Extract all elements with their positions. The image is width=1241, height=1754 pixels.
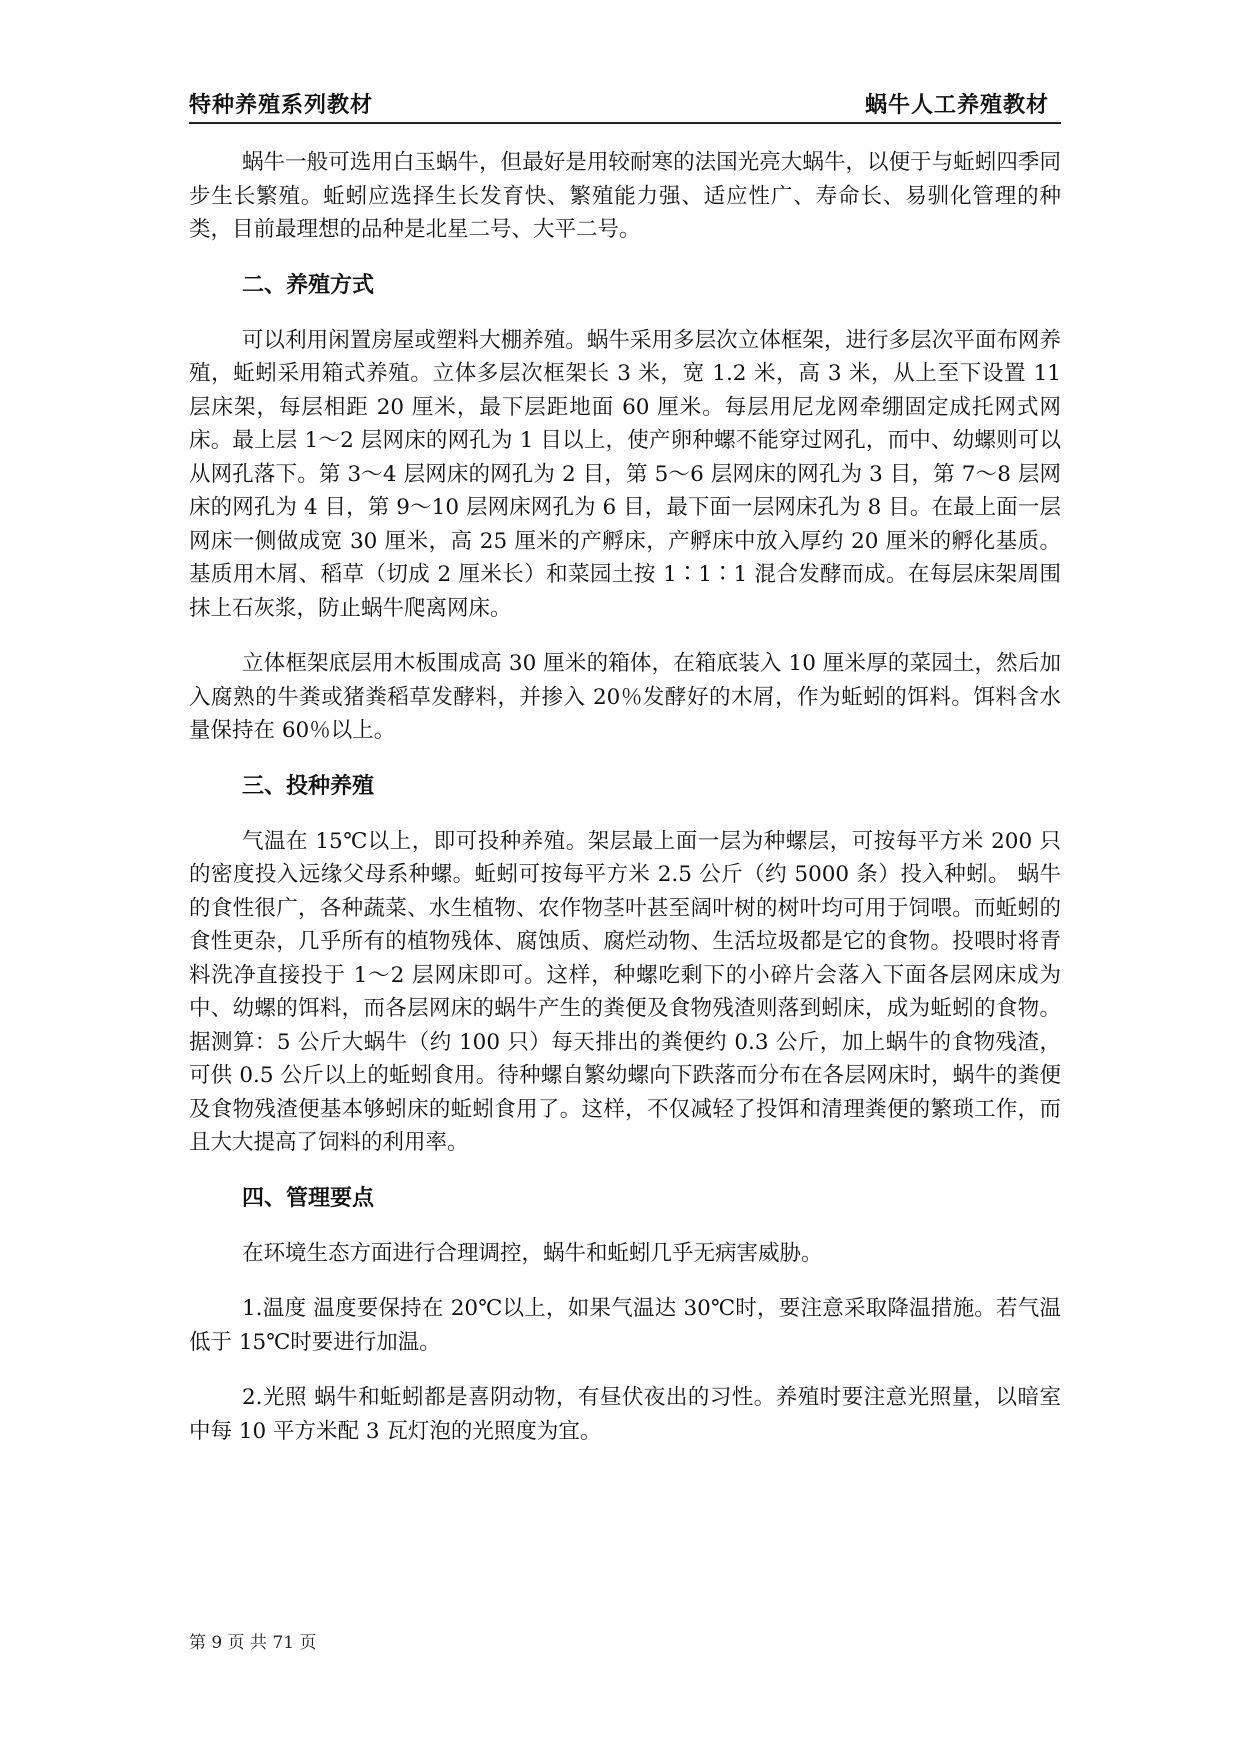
header-series-title: 特种养殖系列教材	[189, 93, 374, 118]
paragraph-species-selection: 蜗牛一般可选用白玉蜗牛，但最好是用较耐寒的法国光亮大蜗牛，以便于与蚯蚓四季同步生长繁殖。蚯蚓应选择生长发育快、繁殖能力强、适应性广、寿命长、易驯化管理的种类，目前最理想的品种是北星二号、大平二号。	[189, 150, 1061, 242]
paragraph-temperature: 1.温度 温度要保持在 20℃以上，如果气温达 30℃时，要注意采取降温措施。若气温低于 15℃时要进行加温。	[189, 1296, 1061, 1355]
paragraph-stocking: 气温在 15℃以上，即可投种养殖。架层最上面一层为种螺层，可按每平方米 200 只的密度投入远缘父母系种螺。蚯蚓可按每平方米 2.5 公斤（约 5000 条）投入种蚓。 蜗牛的食性很广，各种蔬菜、水生植物、农作物茎叶甚至阔叶树的树叶均可用于饲喂。而蚯蚓的食性更杂，几乎所有的植物残体、腐蚀质、腐烂动物、生活垃圾都是它的食物。投喂时将青料洗净直接投于 1～2 层网床即可。这样，种螺吃剩下的小碎片会落入下面各层网床成为中、幼螺的饵料，而各层网床的蜗牛产生的粪便及食物残渣则落到蚓床，成为蚯蚓的食物。据测算：5 公斤大蜗牛（约 100 只）每天排出的粪便约 0.3 公斤，加上蜗牛的食物残渣，可供 0.5 公斤以上的蚯蚓食用。待种螺自繁幼螺向下跌落而分布在各层网床时，蜗牛的粪便及食物残渣便基本够蚓床的蚯蚓食用了。这样，不仅减轻了投饵和清理粪便的繁琐工作，而且大大提高了饲料的利用率。	[189, 828, 1061, 1155]
page-number: 第 9 页 共 71 页	[189, 1633, 317, 1653]
section-heading-stocking: 三、投种养殖	[242, 773, 375, 799]
paragraph-lighting: 2.光照 蜗牛和蚯蚓都是喜阴动物，有昼伏夜出的习性。养殖时要注意光照量，以暗室中每 10 平方米配 3 瓦灯泡的光照度为宜。	[189, 1385, 1061, 1444]
page-header	[189, 86, 1061, 124]
page-body	[189, 146, 1061, 1470]
paragraph-breeding-frame: 可以利用闲置房屋或塑料大棚养殖。蜗牛采用多层次立体框架，进行多层次平面布网养殖，蚯蚓采用箱式养殖。立体多层次框架长 3 米，宽 1.2 米，高 3 米，从上至下设置 11 层床架，每层相距 20 厘米，最下层距地面 60 厘米。每层用尼龙网牵绷固定成托网式网床。最上层 1～2 层网床的网孔为 1 目以上，使产卵种螺不能穿过网孔，而中、幼螺则可以从网孔落下。第 3～4 层网床的网孔为 2 目，第 5～6 层网床的网孔为 3 目，第 7～8 层网床的网孔为 4 目，第 9～10 层网床网孔为 6 目，最下面一层网床孔为 8 目。在最上面一层网床一侧做成宽 30 厘米，高 25 厘米的产孵床，产孵床中放入厚约 20 厘米的孵化基质。基质用木屑、稻草（切成 2 厘米长）和菜园土按 1∶1∶1 混合发酵而成。在每层床架周围抹上石灰浆，防止蜗牛爬离网床。	[189, 327, 1061, 621]
header-book-title: 蜗牛人工养殖教材	[864, 93, 1049, 118]
paragraph-management-intro: 在环境生态方面进行合理调控，蜗牛和蚯蚓几乎无病害威胁。	[242, 1240, 823, 1266]
paragraph-bottom-box: 立体框架底层用木板围成高 30 厘米的箱体，在箱底装入 10 厘米厚的菜园土，然后加入腐熟的牛粪或猪粪稻草发酵料，并掺入 20％发酵好的木屑，作为蚯蚓的饵料。饵料含水量保持在 60％以上。	[189, 651, 1061, 743]
section-heading-management: 四、管理要点	[242, 1185, 375, 1211]
section-heading-breeding-method: 二、养殖方式	[242, 272, 375, 298]
